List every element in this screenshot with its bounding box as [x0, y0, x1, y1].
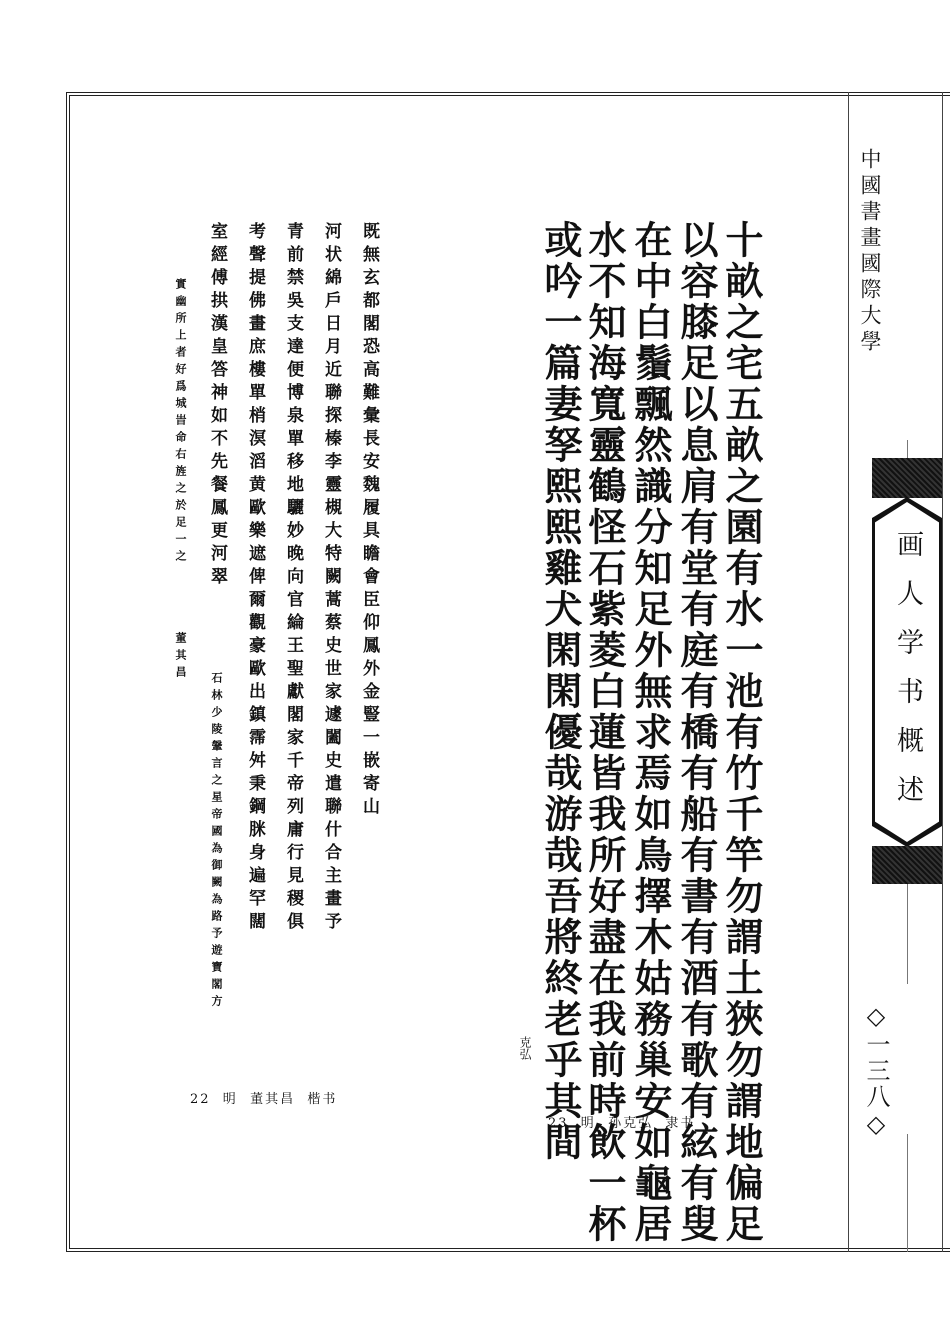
calligraphy-column: 或吟一篇妻孥熙熙雞犬閑閑優哉游哉吾將終老乎其間: [538, 220, 582, 1163]
calligraphy-column: 水不知海寬靈鶴怪石紫菱白蓮皆我所好盡在我前時飲一杯: [582, 220, 626, 1245]
page-number-connector: [907, 1134, 908, 1252]
artwork-caption: 22 明 董其昌 楷书: [190, 1092, 338, 1107]
calligraphy-column: 考聲提佛畫庶樓單梢溟滔黄歐樂遮俾爾觀豪歐出鎮霈舛秉鋼脒身遍罕闊: [245, 222, 265, 935]
banner-bottom-band: [872, 846, 942, 884]
inscription-column: 石林少陵鞶言之星帝國為御闕為路予遊寶閣方: [210, 672, 223, 1012]
artist-signature: 董其昌: [174, 632, 187, 683]
section-title: 画人学书概述: [892, 530, 923, 824]
calligraphy-column: 在中白鬚飄然識分知足外無求焉如鳥擇木姑務巢安如龜居: [628, 220, 672, 1245]
page-frame: [66, 92, 950, 1252]
calligraphy-column: 既無玄都閣恐高難彙長安魏履具瞻會臣仰鳳外金豎一嵌寄山: [359, 222, 379, 820]
banner-top-band: [872, 458, 942, 498]
banner-connector-bottom: [907, 884, 908, 984]
publisher-header: 中國書畫國際大學: [858, 148, 882, 356]
page-number: ◇一三八◇: [862, 1002, 890, 1140]
inscription-column: 實幽所上者好爲城旹命右旌之於足一之: [174, 278, 187, 567]
calligraphy-column: 以容膝足以息肩有堂有庭有橋有船有書有酒有歌有絃有叟: [674, 220, 718, 1245]
margin-rule-right: [942, 92, 943, 1252]
calligraphy-column: 十畝之宅五畝之園有水一池有竹千竿勿謂土狹勿謂地偏足: [719, 220, 763, 1245]
calligraphy-column: 河状綿戶日月近聯探榛李靈槻大特闕蒿蔡史世家遽闔史遣聯什合主畫予: [321, 222, 341, 935]
calligraphy-column: 室經傅拱漢皇答神如不先餐鳳更河翠: [207, 222, 227, 590]
margin-rule-left: [848, 92, 849, 1252]
banner-connector-top: [907, 440, 908, 458]
calligraphy-column: 青前禁吳支達便博泉單移地驪妙晚向官綸王聖獻閣家千帝列庸行見稷俱: [283, 222, 303, 935]
artwork-caption: 23 明 孙克弘 隶书: [548, 1116, 696, 1131]
artist-signature: 克弘: [518, 1036, 532, 1060]
